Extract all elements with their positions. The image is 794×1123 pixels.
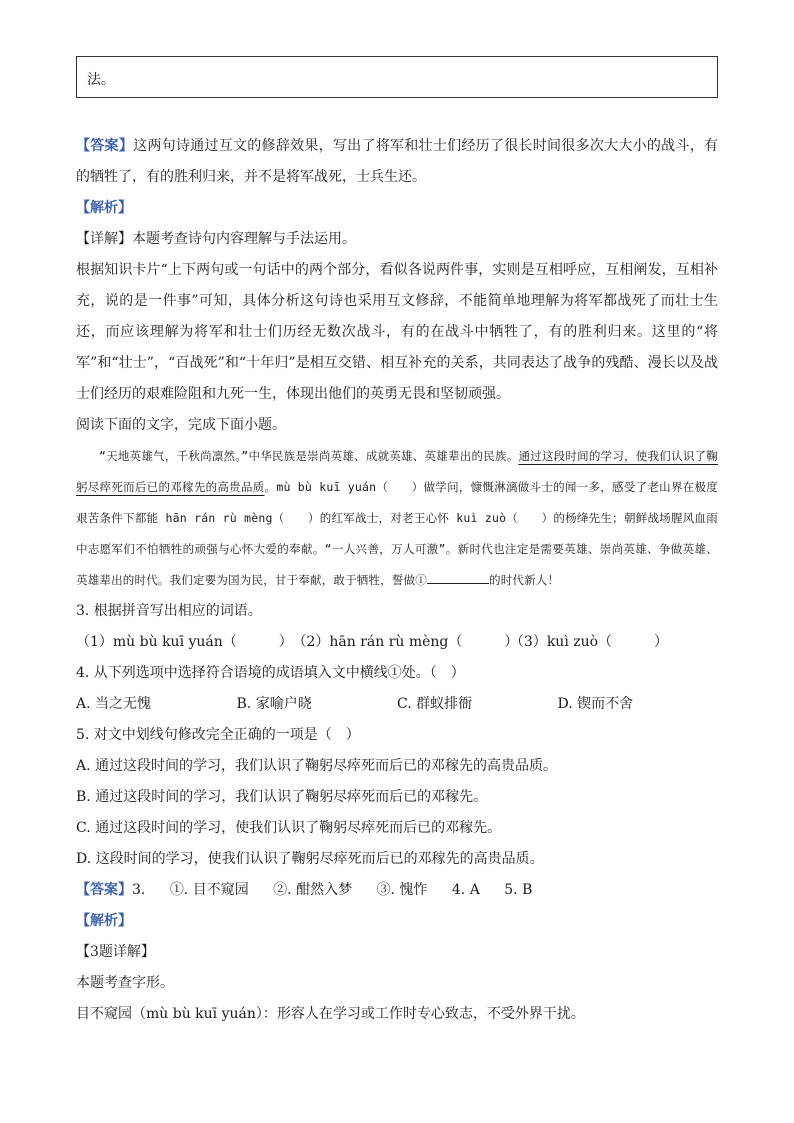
q3-item-3: （3）kuì zuò（ ） xyxy=(509,634,669,650)
analysis-tag: 【解析】 xyxy=(76,200,132,216)
underlined-sentence: 通过这段时间的学习，使我们认识了鞠躬尽瘁死而后已的邓稼先的高贵品质 xyxy=(76,449,718,494)
detail-line xyxy=(76,224,718,255)
answer-item-3: ③. 愧怍 xyxy=(376,882,428,898)
q3-detail-heading xyxy=(76,937,718,968)
answer-text: 这两句诗通过互文的修辞效果，写出了将军和壮士们经历了很长时间很多次大大小的战斗，有的牺牲了，有的胜利归来，并不是将军战死，士兵生还。 xyxy=(76,138,719,185)
fill-blank-1 xyxy=(427,569,489,584)
q3-item-2: （2）hān rán rù mèng（ ） xyxy=(292,634,519,650)
q4-options xyxy=(76,689,718,720)
answer-paragraph xyxy=(76,131,718,193)
answer-row-2 xyxy=(76,875,718,906)
reading-passage xyxy=(76,441,718,596)
answer-item-q4: 4. A xyxy=(451,882,480,898)
answer-item-1: ①. 目不窥园 xyxy=(169,882,249,898)
q5-option-a: A. 通过这段时间的学习，我们认识了鞠躬尽瘁死而后已的邓稼先的高贵品质。 xyxy=(76,758,558,774)
analysis-tag-2: 【解析】 xyxy=(76,913,132,929)
q4-option-a: A. 当之无愧 xyxy=(76,696,152,712)
q3-item-1: （1）mù bù kuī yuán（ ） xyxy=(76,634,293,650)
answer-item-q5: 5. B xyxy=(504,882,533,898)
detail-tag: 【详解】 xyxy=(76,231,132,247)
q3-detail-tag: 【3题详解】 xyxy=(76,944,155,960)
q5-option-b: B. 通过这段时间的学习，我们认识了鞠躬尽瘁死而后已的邓稼先。 xyxy=(76,789,488,805)
explanation-paragraph: 根据知识卡片“上下两句或一句话中的两个部分，看似各说两件事，实则是互相呼应，互相阐发，互相补充，说的是一件事”可知，具体分析这句诗也采用互文修辞，不能简单地理解为将军都战死了而壮士生还，而应该理解为将军和壮士们历经无数次战斗，有的在战斗中牺牲了，有的胜利归来。这里的“将军”和“壮士”，“百战死”和“十年归”是相互交错、相互补充的关系，共同表达了战争的残酷、漫长以及战士们经历的艰难险阻和九死一生，体现出他们的英勇无畏和坚韧顽强。 xyxy=(76,262,718,402)
q3-detail-text-1: 本题考查字形。 xyxy=(76,975,174,991)
q5-option-c: C. 通过这段时间的学习，使我们认识了鞠躬尽瘁死而后已的邓稼先。 xyxy=(76,820,502,836)
passage-part-1: “天地英雄气，千秋尚凛然。”中华民族是崇尚英雄、成就英雄、英雄辈出的民族。 xyxy=(99,449,519,463)
analysis-heading-2 xyxy=(76,906,718,937)
detail-text: 本题考查诗句内容理解与手法运用。 xyxy=(132,231,356,247)
answer-item-q3: 3. xyxy=(132,882,146,898)
answer-tag-2: 【答案】 xyxy=(76,882,132,898)
reading-intro: 阅读下面的文字，完成下面小题。 xyxy=(76,417,286,433)
q3-items xyxy=(76,627,718,658)
q3-detail-text-2: 目不窥园（mù bù kuī yuán）：形容人在学习或工作时专心致志，不受外界干扰。 xyxy=(76,1006,585,1022)
q5-option-d: D. 这段时间的学习，使我们认识了鞠躬尽瘁死而后已的邓稼先的高贵品质。 xyxy=(76,851,544,867)
analysis-heading xyxy=(76,193,718,224)
q5-stem: 5. 对文中划线句修改完全正确的一项是（ ） xyxy=(76,727,360,743)
q4-option-b: B. 家喻户晓 xyxy=(236,696,312,712)
q4-option-c: C. 群蚁排衙 xyxy=(397,696,473,712)
q3-stem: 3. 根据拼音写出相应的词语。 xyxy=(76,603,262,619)
q4-option-d: D. 锲而不舍 xyxy=(557,696,634,712)
q4-stem: 4. 从下列选项中选择符合语境的成语填入文中横线①处。（ ） xyxy=(76,665,465,681)
passage-part-3: 的时代新人！ xyxy=(489,573,560,587)
previous-answer-box xyxy=(76,56,718,98)
answer-tag: 【答案】 xyxy=(76,138,134,154)
answer-item-2: ②. 酣然入梦 xyxy=(273,882,353,898)
document-page xyxy=(76,56,718,1030)
box-text: 法。 xyxy=(87,72,115,88)
passage-part-2: 。mù bù kuī yuán（ ）做学问，慷慨淋漓做斗士的闻一多，感受了老山界在极度艰苦条件下都能 hān rán rù mèng（ ）的红军战士，对老王心怀 kuì zuò（ ）的杨绛先生；朝鲜战场腥风血雨中志愿军们不怕牺牲的顽强与心怀大爱的奉献。“一人兴善，万人可激”。新时代也注定是需要英雄、崇尚英雄、争做英雄、英雄辈出的时代。我们定要为国为民，甘于奉献，敢于牺牲，誓做① xyxy=(76,480,718,587)
